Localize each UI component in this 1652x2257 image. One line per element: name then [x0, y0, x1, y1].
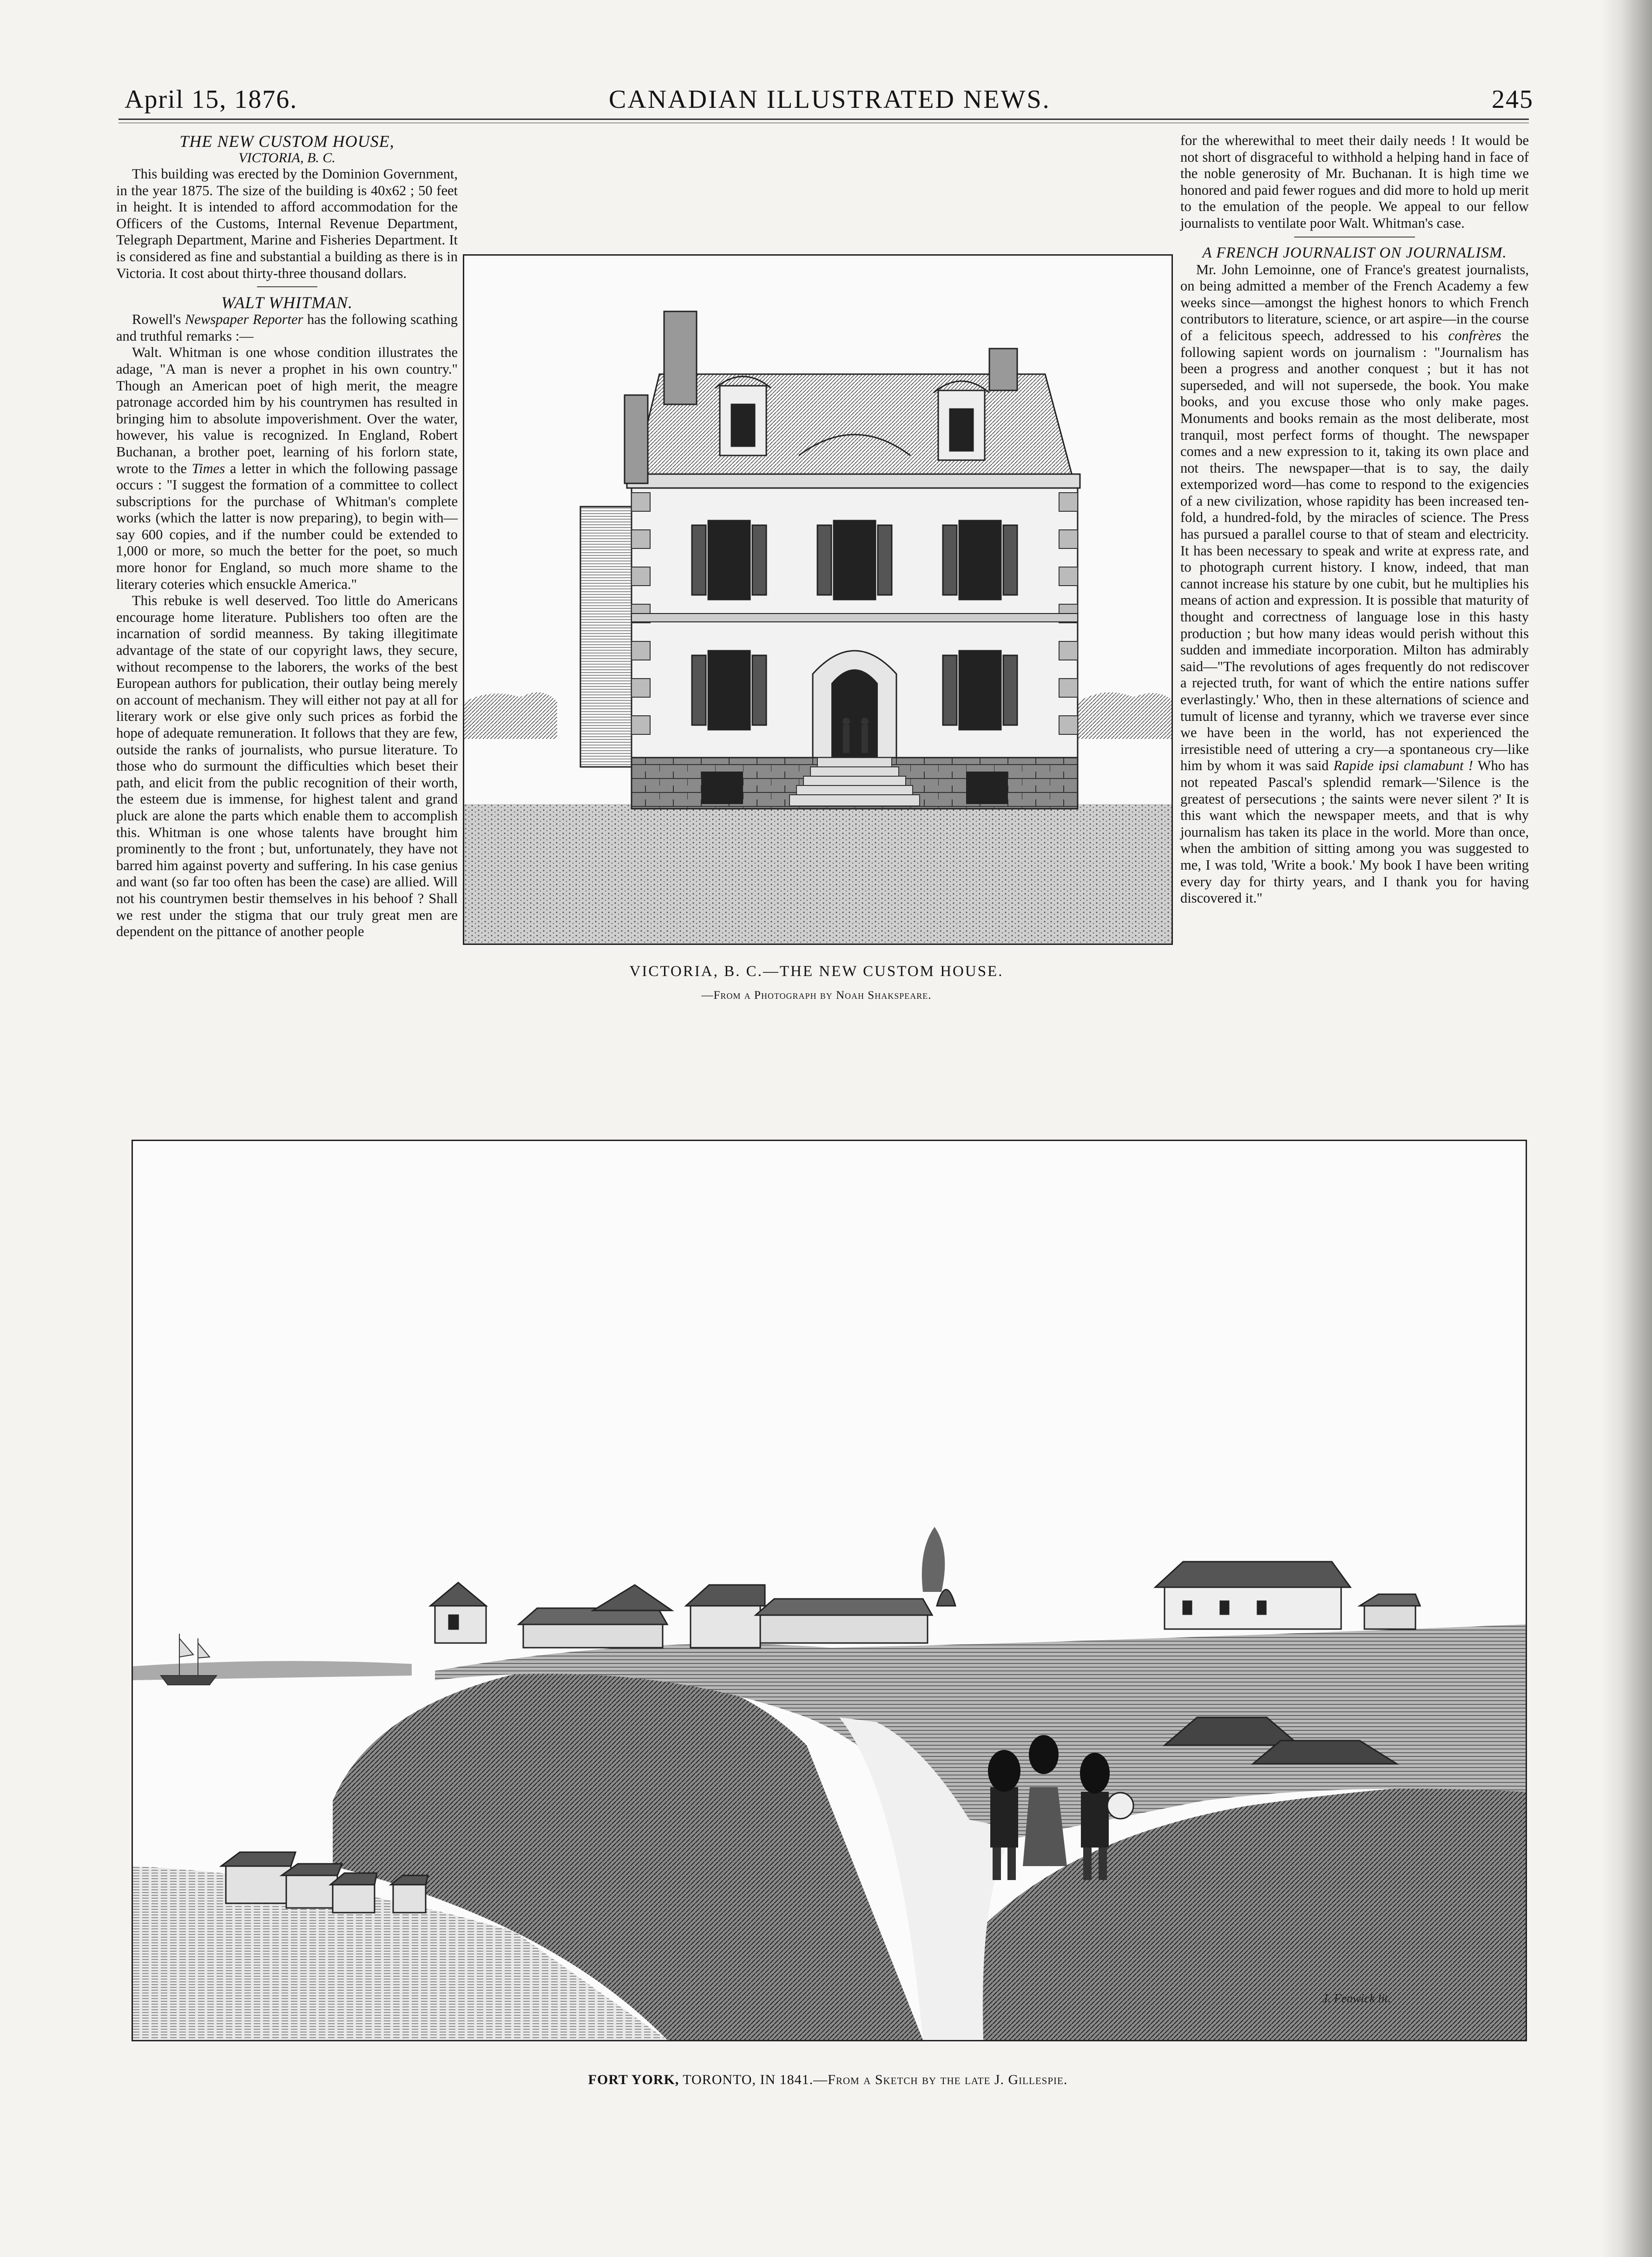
fort-york-engraving	[132, 1140, 1527, 2041]
left-column	[116, 132, 458, 940]
page-gutter-shadow	[1601, 0, 1652, 2257]
whitman-intro: Rowell's Newspaper Reporter has the following scathing and truthful remarks :—	[116, 311, 458, 344]
custom-house-credit: —From a Photograph by Noah Shakspeare.	[701, 989, 932, 1002]
section-divider	[257, 286, 317, 287]
custom-house-paragraph: This building was erected by the Dominion Government, in the year 1875. The size of the building is 40x62 ; 50 feet in height. It is intended to afford accommodation for the Officers of the Customs, Internal Revenue Department, Telegraph Department, Marine and Fisheries Department. It is considered as fine and substantial a building as there is in Victoria. It cost about thirty-three thousand dollars.	[116, 166, 458, 281]
custom-house-engraving	[463, 254, 1173, 945]
whitman-paragraph-2: This rebuke is well deserved. Too little do Americans encourage home literature. Publishers too often are the incarnation of sordid meanness. By taking illegitimate advantage of the state of our copyright laws, they secure, without recompense to the laborers, the works of the best European authors for publication, their outlay being merely on account of mechanism. They will either not pay at all for literary work or else give only such prices as forbid the hope of adequate remuneration. It follows that they are few, outside the ranks of journalists, who pursue literature. To those who do surmount the difficulties which beset their path, and elicit from the public recognition of their worth, the esteem due is immense, for highest talent and grand pluck are alone the parts which enable them to accomplish this. Whitman is one whose talents have brought him prominently to the front ; but, unfortunately, they have not barred him against poverty and suffering. In his case genius and want (so far too often has been the case) are allied. Will not his countrymen bestir themselves in his behoof ? Shall we rest under the stigma that our truly great men are dependent on the pittance of another people	[116, 593, 458, 940]
whitman-continuation: for the wherewithal to meet their daily needs ! It would be not short of disgraceful to withhold a helping hand in face of the noble generosity of Mr. Buchanan. It is high time we honored and paid fewer rogues and did more to hold up merit to the emulation of the people. We appeal to our fellow journalists to ventilate poor Walt. Whitman's case.	[1180, 132, 1529, 231]
whitman-heading: WALT WHITMAN.	[221, 293, 353, 312]
french-journalist-heading: A FRENCH JOURNALIST ON JOURNALISM.	[1202, 244, 1507, 261]
custom-house-heading: THE NEW CUSTOM HOUSE,	[179, 132, 395, 151]
artist-signature: J. Fenwick lit.	[1323, 1992, 1391, 2005]
whitman-paragraph-1: Walt. Whitman is one whose condition illustrates the adage, "A man is never a prophet in his own country." Though an American poet of high merit, the meagre patronage accorded him by his countrymen has resulted in bringing him to absolute impoverishment. Over the water, however, his value is recognized. In England, Robert Buchanan, a brother poet, learning of his forlorn state, wrote to the Times a letter in which the following passage occurs : "I suggest the formation of a committee to collect subscriptions for the purchase of Whitman's complete works (which the latter is now preparing), to begin with—say 600 copies, and if the number could be extended to 1,000 or more, so much the better for the poet, so much more honor for England, so much more shame to the literary coteries which ensuckle America."	[116, 344, 458, 592]
masthead-title: CANADIAN ILLUSTRATED NEWS.	[609, 85, 1051, 114]
right-column	[1180, 132, 1529, 907]
section-divider-right	[1294, 237, 1415, 238]
french-journalist-paragraph: Mr. John Lemoinne, one of France's greatest journalists, on being admitted a member of the French Academy a few weeks since—amongst the highest honors to which French contributors to literature, science, or art aspire—in the course of a felicitous speech, addressed to his confrères the following sapient words on journalism : "Journalism has been a progress and another conquest ; but it has not superseded, and will not supersede, the book. You make books, and you excuse those who only make pages. Monuments and books remain as the most deliberate, most tranquil, most perfect forms of thought. The newspaper comes and a new expression to it, taking its own place and not theirs. The newspaper—that is to say, the daily extemporized word—has come to respond to the exigencies of a new civilization, whose rapidity has been increased ten-fold, a hundred-fold, by the miracles of science. The Press has pursued a parallel course to that of steam and electricity. It has been necessary to speak and write at express rate, and to photograph current history. I know, indeed, that man cannot increase his stature by one cubit, but he multiplies his means of action and expression. It is possible that maturity of thought and correctness of language lose in this hasty production ; but how many ideas would perish without this sudden and immediate incorporation. Milton has admirably said—"The revolutions of ages frequently do not rediscover a rejected truth, for want of which the entire nations suffer everlastingly.' Who, then in these alternations of science and tumult of license and tyranny, which we traverse ever since we have been in the world, has not experienced the irresistible need of uttering a cry—a spontaneous cry—like him by whom it was said Rapide ipsi clamabunt ! Who has not repeated Pascal's splendid remark—'Silence is the greatest of persecutions ; the saints were never silent ?' It is this want which the newspaper meets, and that is why journalism has taken its place in the world. More than once, when the ambition of sitting among you was suggested to me, I was told, 'Write a book.' My book I have been writing every day for thirty years, and I thank you for having discovered it."	[1180, 261, 1529, 906]
fort-york-illustration	[133, 1141, 1526, 2040]
page-number: 245	[1492, 85, 1534, 114]
masthead-date: April 15, 1876.	[125, 85, 298, 114]
fort-york-caption: FORT YORK, TORONTO, IN 1841.—From a Sketch by the late J. Gillespie.	[588, 2072, 1068, 2087]
custom-house-caption: VICTORIA, B. C.—THE NEW CUSTOM HOUSE.	[629, 963, 1004, 980]
custom-house-illustration	[464, 256, 1172, 944]
masthead-rule	[118, 119, 1529, 120]
custom-house-subheading: VICTORIA, B. C.	[238, 150, 336, 165]
